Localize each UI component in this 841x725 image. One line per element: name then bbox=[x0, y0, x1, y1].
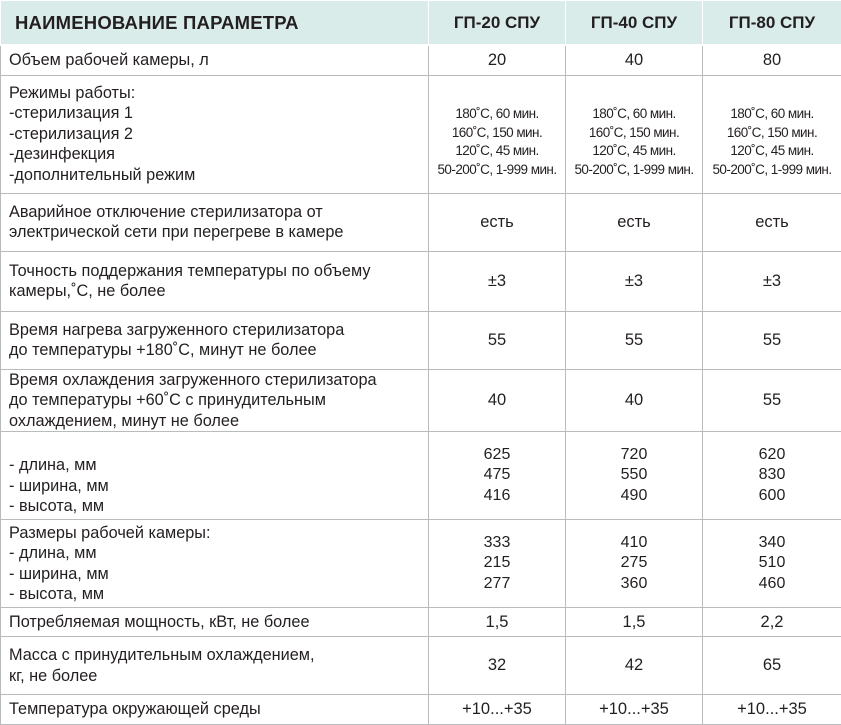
value-cell: есть bbox=[566, 193, 703, 251]
value-cell: 720 550 490 bbox=[566, 432, 703, 520]
value-cell: 180˚С, 60 мин. 160˚С, 150 мин. 120˚С, 45 мин. 50-200˚С, 1-999 мин. bbox=[703, 75, 841, 193]
table-row bbox=[1, 251, 841, 311]
table-row bbox=[1, 369, 841, 432]
value-cell: 55 bbox=[703, 311, 841, 369]
value-cell: 180˚С, 60 мин. 160˚С, 150 мин. 120˚С, 45 мин. 50-200˚С, 1-999 мин. bbox=[429, 75, 566, 193]
value-cell: 40 bbox=[566, 45, 703, 75]
value-cell: ±3 bbox=[703, 251, 841, 311]
param-label: Масса с принудительным охлаждением, кг, не более bbox=[1, 637, 429, 695]
value-cell: +10...+35 bbox=[429, 695, 566, 725]
header-param: НАИМЕНОВАНИЕ ПАРАМЕТРА bbox=[1, 1, 429, 46]
value-cell: 55 bbox=[429, 311, 566, 369]
table-row bbox=[1, 637, 841, 695]
value-cell: 80 bbox=[703, 45, 841, 75]
value-cell: 42 bbox=[566, 637, 703, 695]
table-row bbox=[1, 608, 841, 637]
param-label: Точность поддержания температуры по объему камеры,˚С, не более bbox=[1, 251, 429, 311]
value-cell: 1,5 bbox=[566, 608, 703, 637]
header-model: ГП-20 СПУ bbox=[429, 1, 566, 46]
value-cell: 55 bbox=[566, 311, 703, 369]
value-cell: 620 830 600 bbox=[703, 432, 841, 520]
value-cell: ±3 bbox=[566, 251, 703, 311]
value-cell: 32 bbox=[429, 637, 566, 695]
table-row bbox=[1, 193, 841, 251]
value-cell: есть bbox=[429, 193, 566, 251]
value-cell: +10...+35 bbox=[566, 695, 703, 725]
table-row bbox=[1, 520, 841, 608]
table-row bbox=[1, 45, 841, 75]
value-cell: 180˚С, 60 мин. 160˚С, 150 мин. 120˚С, 45 мин. 50-200˚С, 1-999 мин. bbox=[566, 75, 703, 193]
header-row bbox=[1, 1, 841, 46]
param-label: Режимы работы: -стерилизация 1 -стерилизация 2 -дезинфекция -дополнительный режим bbox=[1, 75, 429, 193]
table-row bbox=[1, 311, 841, 369]
header-model: ГП-80 СПУ bbox=[703, 1, 841, 46]
param-label: Размеры рабочей камеры: - длина, мм - ширина, мм - высота, мм bbox=[1, 520, 429, 608]
param-label: - длина, мм - ширина, мм - высота, мм bbox=[1, 432, 429, 520]
value-cell: 340 510 460 bbox=[703, 520, 841, 608]
table-row bbox=[1, 432, 841, 520]
table-row bbox=[1, 695, 841, 725]
header-model: ГП-40 СПУ bbox=[566, 1, 703, 46]
param-label: Время нагрева загруженного стерилизатора до температуры +180˚С, минут не более bbox=[1, 311, 429, 369]
value-cell: ±3 bbox=[429, 251, 566, 311]
param-label: Время охлаждения загруженного стерилизатора до температуры +60˚С с принудительным охлаждением, минут не более bbox=[1, 369, 429, 432]
value-cell: 40 bbox=[566, 369, 703, 432]
value-cell: 625 475 416 bbox=[429, 432, 566, 520]
value-cell: 40 bbox=[429, 369, 566, 432]
value-cell: +10...+35 bbox=[703, 695, 841, 725]
param-label: Аварийное отключение стерилизатора от электрической сети при перегреве в камере bbox=[1, 193, 429, 251]
value-cell: 65 bbox=[703, 637, 841, 695]
value-cell: 20 bbox=[429, 45, 566, 75]
value-cell: 55 bbox=[703, 369, 841, 432]
table-row bbox=[1, 75, 841, 193]
value-cell: 1,5 bbox=[429, 608, 566, 637]
param-label: Температура окружающей среды bbox=[1, 695, 429, 725]
value-cell: 410 275 360 bbox=[566, 520, 703, 608]
value-cell: 333 215 277 bbox=[429, 520, 566, 608]
param-label: Потребляемая мощность, кВт, не более bbox=[1, 608, 429, 637]
value-cell: 2,2 bbox=[703, 608, 841, 637]
param-label: Объем рабочей камеры, л bbox=[1, 45, 429, 75]
value-cell: есть bbox=[703, 193, 841, 251]
